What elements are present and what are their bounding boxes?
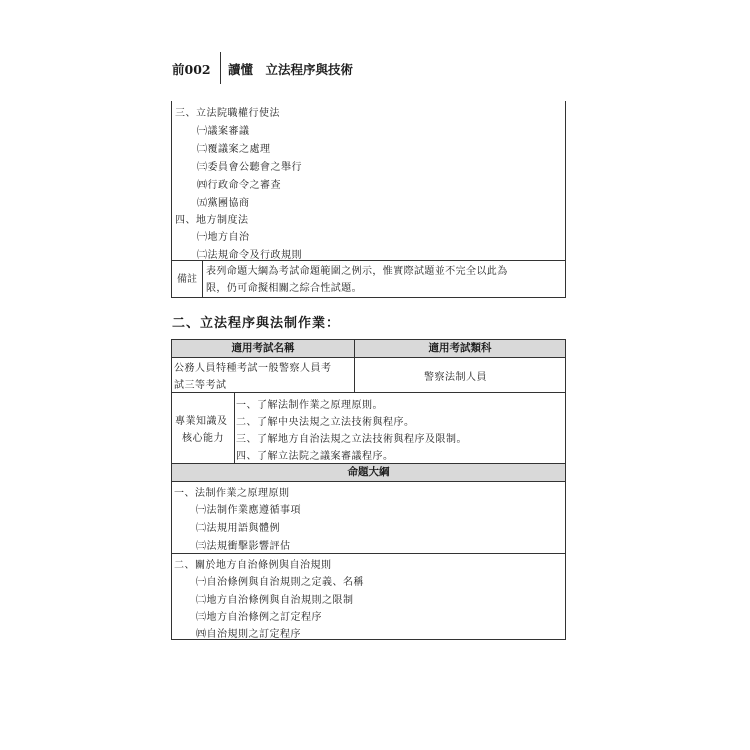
- outline-item: ㈠法制作業應遵循事項: [196, 505, 301, 516]
- page-header: [172, 52, 572, 84]
- outline-heading: 一、法制作業之原理原則: [174, 488, 290, 499]
- exam-name-line: 公務人員特種考試一般警察人員考: [174, 363, 332, 374]
- section-heading: 四、地方制度法: [175, 215, 249, 226]
- exam-category: 警察法制人員: [424, 372, 487, 383]
- list-item: ㈡覆議案之處理: [197, 144, 271, 155]
- book-title: 讀懂 立法程序與技術: [228, 62, 354, 77]
- col-header-exam-name: 適用考試名稱: [172, 340, 354, 357]
- outline-item: ㈢地方自治條例之訂定程序: [196, 612, 322, 623]
- note-row: [172, 260, 565, 298]
- outline-item: ㈣自治規則之訂定程序: [196, 629, 301, 640]
- divider: [172, 392, 565, 393]
- previous-outline-block: [171, 101, 566, 298]
- competency-item: 二、了解中央法規之立法技術與程序。: [236, 417, 415, 428]
- competency-item: 四、了解立法院之議案審議程序。: [236, 451, 394, 462]
- list-item: ㈢委員會公聽會之舉行: [197, 162, 302, 173]
- section-heading: 三、立法院職權行使法: [175, 108, 280, 119]
- divider: [172, 553, 565, 554]
- outline-header: 命題大綱: [172, 464, 565, 481]
- list-item: ㈠地方自治: [197, 232, 250, 243]
- outline-item: ㈡地方自治條例與自治規則之限制: [196, 595, 354, 606]
- section-title: 二、立法程序與法制作業：: [172, 316, 341, 331]
- outline-item: ㈡法規用語與體例: [196, 523, 280, 534]
- note-label: 備註: [172, 261, 203, 298]
- header-divider: [220, 52, 221, 84]
- page-number: 前002: [172, 62, 211, 77]
- note-line: 表列命題大綱為考試命題範圍之例示，惟實際試題並不完全以此為: [206, 266, 508, 277]
- exam-outline-table: [171, 339, 566, 640]
- list-item: ㈠議案審議: [197, 126, 250, 137]
- list-item: ㈣行政命令之審查: [197, 180, 281, 191]
- list-item: ㈡法規命令及行政規則: [197, 250, 302, 261]
- divider: [172, 481, 565, 482]
- col-header-exam-category: 適用考試類科: [355, 340, 565, 357]
- competency-label: 專業知識及: [175, 416, 228, 427]
- exam-name-line: 試三等考試: [174, 380, 227, 391]
- outline-item: ㈠自治條例與自治規則之定義、名稱: [196, 577, 364, 588]
- outline-item: ㈢法規衝擊影響評估: [196, 541, 291, 552]
- outline-heading: 二、關於地方自治條例與自治規則: [174, 560, 332, 571]
- divider: [172, 357, 565, 358]
- list-item: ㈤黨團協商: [197, 198, 250, 209]
- competency-item: 一、了解法制作業之原理原則。: [236, 400, 383, 411]
- note-line: 限，仍可命擬相關之綜合性試題。: [206, 283, 362, 294]
- competency-label: 核心能力: [182, 433, 224, 444]
- competency-item: 三、了解地方自治法規之立法技術與程序及限制。: [236, 434, 467, 445]
- divider: [234, 393, 235, 463]
- note-text: [206, 263, 562, 297]
